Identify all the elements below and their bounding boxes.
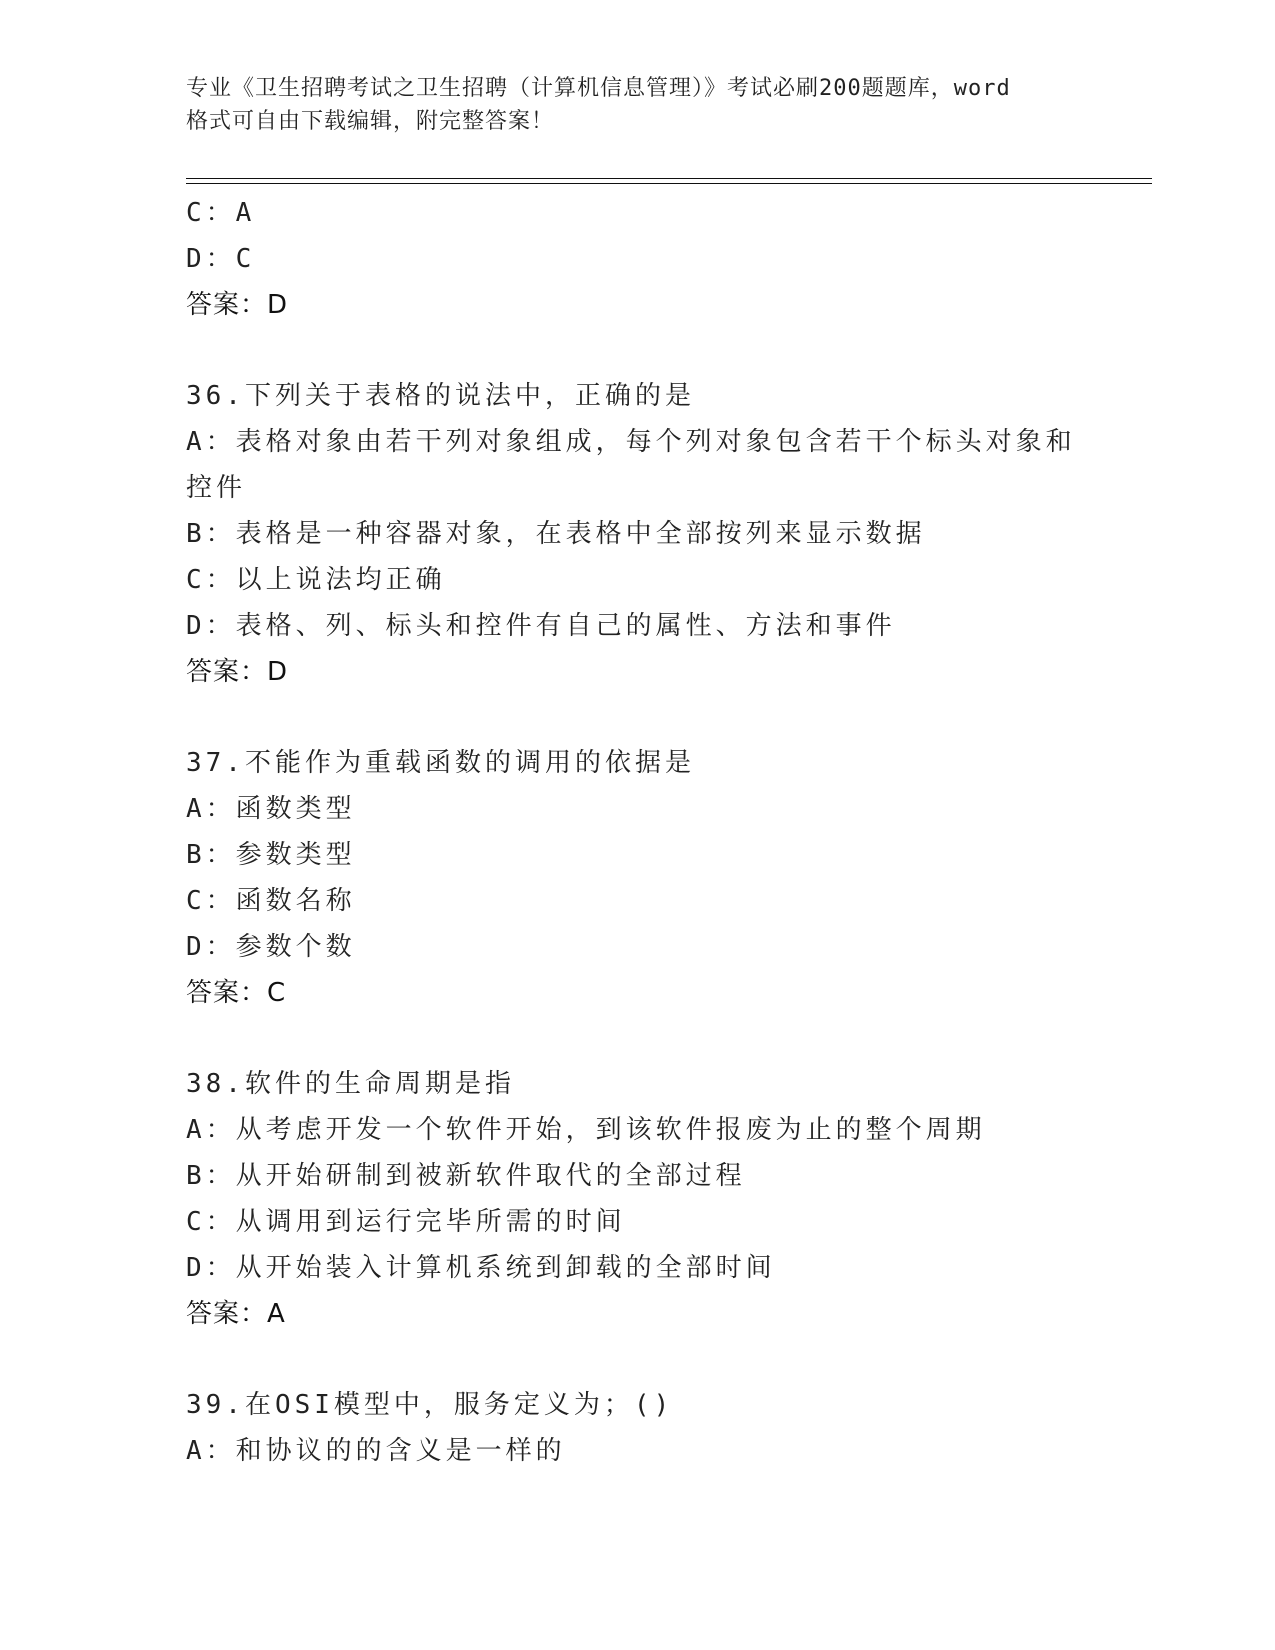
- document-header: [186, 72, 1086, 138]
- option-a: A：从考虑开发一个软件开始，到该软件报废为止的整个周期: [186, 1115, 986, 1145]
- question-stem: 36.下列关于表格的说法中，正确的是: [186, 381, 695, 411]
- option-c: C：函数名称: [186, 886, 356, 916]
- option-a: A：和协议的的含义是一样的: [186, 1436, 566, 1466]
- header-title-line-2: 格式可自由下载编辑，附完整答案！: [186, 109, 555, 134]
- question-stem: 39.在OSI模型中，服务定义为；(): [186, 1390, 674, 1420]
- option-b: B：表格是一种容器对象，在表格中全部按列来显示数据: [186, 519, 926, 549]
- option-d: D：C: [186, 244, 256, 274]
- question-35-tail: [186, 190, 1086, 328]
- answer: 答案：A: [186, 1299, 286, 1329]
- option-c: C：从调用到运行完毕所需的时间: [186, 1207, 626, 1237]
- option-b: B：参数类型: [186, 840, 356, 870]
- header-title-line-1: 专业《卫生招聘考试之卫生招聘（计算机信息管理）》考试必刷200题题库，word: [186, 76, 1011, 101]
- option-c: C：以上说法均正确: [186, 565, 446, 595]
- option-c: C：A: [186, 198, 256, 228]
- question-stem: 37.不能作为重载函数的调用的依据是: [186, 748, 695, 778]
- question-39: [186, 1382, 1086, 1474]
- header-rule-bottom: [186, 183, 1152, 184]
- option-d: D：参数个数: [186, 932, 356, 962]
- document-body: [186, 190, 1086, 1474]
- option-a: A：表格对象由若干列对象组成，每个列对象包含若干个标头对象和控件: [186, 427, 1076, 503]
- answer: 答案：D: [186, 290, 289, 320]
- question-36: [186, 373, 1086, 695]
- option-d: D：从开始装入计算机系统到卸载的全部时间: [186, 1253, 776, 1283]
- question-38: [186, 1061, 1086, 1337]
- option-b: B：从开始研制到被新软件取代的全部过程: [186, 1161, 746, 1191]
- question-37: [186, 740, 1086, 1016]
- answer: 答案：C: [186, 978, 287, 1008]
- answer: 答案：D: [186, 657, 289, 687]
- header-rule-top: [186, 178, 1152, 179]
- option-a: A：函数类型: [186, 794, 356, 824]
- option-d: D：表格、列、标头和控件有自己的属性、方法和事件: [186, 611, 896, 641]
- question-stem: 38.软件的生命周期是指: [186, 1069, 515, 1099]
